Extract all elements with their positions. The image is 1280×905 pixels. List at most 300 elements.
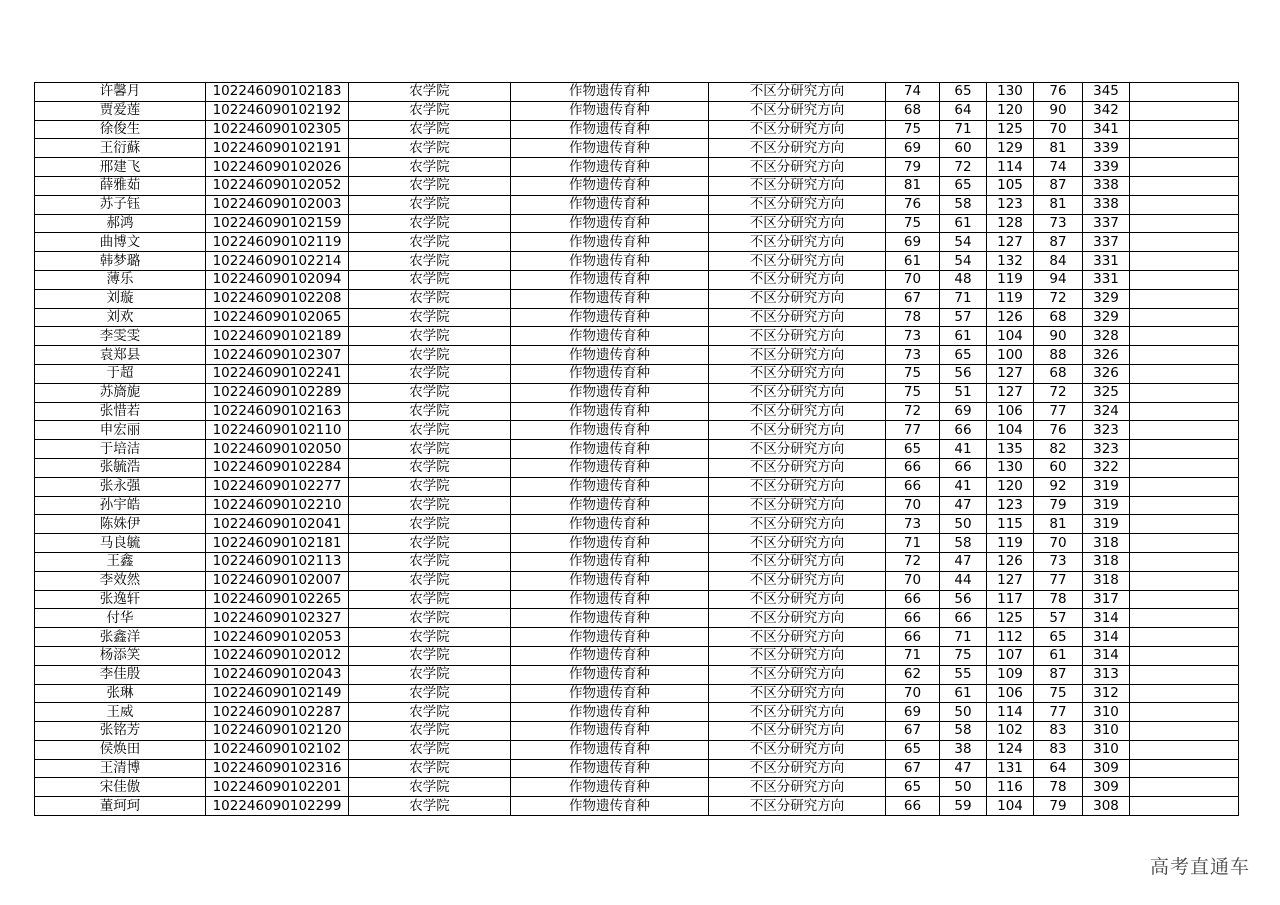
name-cell: 侯焕田 <box>35 740 206 759</box>
politics-score-cell: 75 <box>886 120 940 139</box>
subject2-score-cell: 87 <box>1034 233 1083 252</box>
name-cell: 张鑫洋 <box>35 628 206 647</box>
subject2-score-cell: 70 <box>1034 534 1083 553</box>
remark-cell <box>1130 402 1239 421</box>
major-cell: 作物遗传育种 <box>511 458 709 477</box>
major-cell: 作物遗传育种 <box>511 515 709 534</box>
subject1-score-cell: 120 <box>987 101 1034 120</box>
table-row <box>35 308 1239 327</box>
english-score-cell: 38 <box>940 740 987 759</box>
exam-id-cell: 102246090102026 <box>206 158 349 177</box>
direction-cell: 不区分研究方向 <box>709 515 886 534</box>
name-cell: 张铭芳 <box>35 722 206 741</box>
english-score-cell: 47 <box>940 759 987 778</box>
direction-cell: 不区分研究方向 <box>709 421 886 440</box>
subject2-score-cell: 68 <box>1034 308 1083 327</box>
table-row <box>35 609 1239 628</box>
exam-id-cell: 102246090102265 <box>206 590 349 609</box>
major-cell: 作物遗传育种 <box>511 534 709 553</box>
politics-score-cell: 75 <box>886 214 940 233</box>
name-cell: 徐俊生 <box>35 120 206 139</box>
subject2-score-cell: 60 <box>1034 458 1083 477</box>
subject1-score-cell: 127 <box>987 571 1034 590</box>
english-score-cell: 44 <box>940 571 987 590</box>
total-score-cell: 326 <box>1083 364 1130 383</box>
total-score-cell: 345 <box>1083 83 1130 102</box>
exam-id-cell: 102246090102287 <box>206 703 349 722</box>
remark-cell <box>1130 421 1239 440</box>
english-score-cell: 57 <box>940 308 987 327</box>
major-cell: 作物遗传育种 <box>511 158 709 177</box>
subject1-score-cell: 104 <box>987 421 1034 440</box>
college-cell: 农学院 <box>349 327 511 346</box>
exam-id-cell: 102246090102043 <box>206 665 349 684</box>
direction-cell: 不区分研究方向 <box>709 609 886 628</box>
direction-cell: 不区分研究方向 <box>709 158 886 177</box>
college-cell: 农学院 <box>349 83 511 102</box>
english-score-cell: 50 <box>940 778 987 797</box>
subject2-score-cell: 76 <box>1034 83 1083 102</box>
exam-id-cell: 102246090102159 <box>206 214 349 233</box>
total-score-cell: 310 <box>1083 722 1130 741</box>
college-cell: 农学院 <box>349 628 511 647</box>
politics-score-cell: 70 <box>886 496 940 515</box>
subject1-score-cell: 125 <box>987 609 1034 628</box>
total-score-cell: 342 <box>1083 101 1130 120</box>
subject2-score-cell: 65 <box>1034 628 1083 647</box>
exam-id-cell: 102246090102007 <box>206 571 349 590</box>
subject2-score-cell: 87 <box>1034 665 1083 684</box>
subject1-score-cell: 116 <box>987 778 1034 797</box>
subject2-score-cell: 73 <box>1034 552 1083 571</box>
major-cell: 作物遗传育种 <box>511 496 709 515</box>
college-cell: 农学院 <box>349 552 511 571</box>
subject2-score-cell: 77 <box>1034 703 1083 722</box>
direction-cell: 不区分研究方向 <box>709 496 886 515</box>
english-score-cell: 66 <box>940 421 987 440</box>
english-score-cell: 60 <box>940 139 987 158</box>
english-score-cell: 58 <box>940 722 987 741</box>
direction-cell: 不区分研究方向 <box>709 797 886 816</box>
direction-cell: 不区分研究方向 <box>709 440 886 459</box>
remark-cell <box>1130 346 1239 365</box>
subject1-score-cell: 126 <box>987 552 1034 571</box>
college-cell: 农学院 <box>349 139 511 158</box>
subject2-score-cell: 79 <box>1034 496 1083 515</box>
college-cell: 农学院 <box>349 646 511 665</box>
politics-score-cell: 78 <box>886 308 940 327</box>
total-score-cell: 331 <box>1083 252 1130 271</box>
name-cell: 马良毓 <box>35 534 206 553</box>
name-cell: 邢建飞 <box>35 158 206 177</box>
major-cell: 作物遗传育种 <box>511 176 709 195</box>
politics-score-cell: 67 <box>886 759 940 778</box>
table-row <box>35 684 1239 703</box>
exam-id-cell: 102246090102113 <box>206 552 349 571</box>
subject1-score-cell: 100 <box>987 346 1034 365</box>
exam-id-cell: 102246090102189 <box>206 327 349 346</box>
total-score-cell: 312 <box>1083 684 1130 703</box>
table-row <box>35 458 1239 477</box>
english-score-cell: 59 <box>940 797 987 816</box>
total-score-cell: 331 <box>1083 270 1130 289</box>
exam-id-cell: 102246090102289 <box>206 383 349 402</box>
remark-cell <box>1130 289 1239 308</box>
total-score-cell: 310 <box>1083 740 1130 759</box>
table-row <box>35 778 1239 797</box>
exam-id-cell: 102246090102214 <box>206 252 349 271</box>
total-score-cell: 318 <box>1083 534 1130 553</box>
english-score-cell: 50 <box>940 703 987 722</box>
direction-cell: 不区分研究方向 <box>709 684 886 703</box>
remark-cell <box>1130 684 1239 703</box>
direction-cell: 不区分研究方向 <box>709 176 886 195</box>
major-cell: 作物遗传育种 <box>511 233 709 252</box>
score-table <box>34 82 1239 816</box>
name-cell: 张逸轩 <box>35 590 206 609</box>
direction-cell: 不区分研究方向 <box>709 346 886 365</box>
total-score-cell: 329 <box>1083 289 1130 308</box>
direction-cell: 不区分研究方向 <box>709 628 886 647</box>
total-score-cell: 318 <box>1083 571 1130 590</box>
exam-id-cell: 102246090102181 <box>206 534 349 553</box>
politics-score-cell: 71 <box>886 534 940 553</box>
subject2-score-cell: 74 <box>1034 158 1083 177</box>
subject2-score-cell: 81 <box>1034 139 1083 158</box>
direction-cell: 不区分研究方向 <box>709 195 886 214</box>
politics-score-cell: 74 <box>886 83 940 102</box>
total-score-cell: 322 <box>1083 458 1130 477</box>
subject1-score-cell: 104 <box>987 797 1034 816</box>
college-cell: 农学院 <box>349 289 511 308</box>
college-cell: 农学院 <box>349 759 511 778</box>
subject1-score-cell: 130 <box>987 83 1034 102</box>
name-cell: 郝鸿 <box>35 214 206 233</box>
college-cell: 农学院 <box>349 609 511 628</box>
subject1-score-cell: 132 <box>987 252 1034 271</box>
name-cell: 刘欢 <box>35 308 206 327</box>
politics-score-cell: 77 <box>886 421 940 440</box>
direction-cell: 不区分研究方向 <box>709 101 886 120</box>
direction-cell: 不区分研究方向 <box>709 740 886 759</box>
major-cell: 作物遗传育种 <box>511 477 709 496</box>
name-cell: 许馨月 <box>35 83 206 102</box>
name-cell: 刘璇 <box>35 289 206 308</box>
subject1-score-cell: 107 <box>987 646 1034 665</box>
subject2-score-cell: 68 <box>1034 364 1083 383</box>
politics-score-cell: 69 <box>886 139 940 158</box>
remark-cell <box>1130 590 1239 609</box>
politics-score-cell: 75 <box>886 364 940 383</box>
english-score-cell: 47 <box>940 496 987 515</box>
college-cell: 农学院 <box>349 797 511 816</box>
exam-id-cell: 102246090102041 <box>206 515 349 534</box>
subject1-score-cell: 106 <box>987 684 1034 703</box>
subject1-score-cell: 109 <box>987 665 1034 684</box>
english-score-cell: 71 <box>940 628 987 647</box>
name-cell: 张毓浩 <box>35 458 206 477</box>
total-score-cell: 314 <box>1083 646 1130 665</box>
politics-score-cell: 66 <box>886 477 940 496</box>
subject1-score-cell: 102 <box>987 722 1034 741</box>
exam-id-cell: 102246090102208 <box>206 289 349 308</box>
subject1-score-cell: 120 <box>987 477 1034 496</box>
english-score-cell: 47 <box>940 552 987 571</box>
politics-score-cell: 72 <box>886 552 940 571</box>
college-cell: 农学院 <box>349 402 511 421</box>
subject1-score-cell: 105 <box>987 176 1034 195</box>
table-row <box>35 233 1239 252</box>
table-row <box>35 120 1239 139</box>
remark-cell <box>1130 740 1239 759</box>
direction-cell: 不区分研究方向 <box>709 289 886 308</box>
english-score-cell: 54 <box>940 233 987 252</box>
name-cell: 韩梦璐 <box>35 252 206 271</box>
remark-cell <box>1130 83 1239 102</box>
subject1-score-cell: 119 <box>987 270 1034 289</box>
direction-cell: 不区分研究方向 <box>709 308 886 327</box>
exam-id-cell: 102246090102149 <box>206 684 349 703</box>
table-row <box>35 646 1239 665</box>
name-cell: 李效然 <box>35 571 206 590</box>
politics-score-cell: 71 <box>886 646 940 665</box>
total-score-cell: 339 <box>1083 139 1130 158</box>
table-row <box>35 83 1239 102</box>
total-score-cell: 317 <box>1083 590 1130 609</box>
exam-id-cell: 102246090102050 <box>206 440 349 459</box>
name-cell: 张永强 <box>35 477 206 496</box>
subject1-score-cell: 128 <box>987 214 1034 233</box>
table-body <box>35 83 1239 816</box>
subject1-score-cell: 117 <box>987 590 1034 609</box>
exam-id-cell: 102246090102119 <box>206 233 349 252</box>
table-row <box>35 176 1239 195</box>
major-cell: 作物遗传育种 <box>511 740 709 759</box>
table-row <box>35 797 1239 816</box>
exam-id-cell: 102246090102183 <box>206 83 349 102</box>
direction-cell: 不区分研究方向 <box>709 402 886 421</box>
direction-cell: 不区分研究方向 <box>709 214 886 233</box>
major-cell: 作物遗传育种 <box>511 684 709 703</box>
english-score-cell: 56 <box>940 590 987 609</box>
table-row <box>35 722 1239 741</box>
table-row <box>35 327 1239 346</box>
name-cell: 王衍蘇 <box>35 139 206 158</box>
table-row <box>35 628 1239 647</box>
name-cell: 申宏丽 <box>35 421 206 440</box>
exam-id-cell: 102246090102284 <box>206 458 349 477</box>
major-cell: 作物遗传育种 <box>511 609 709 628</box>
table-row <box>35 515 1239 534</box>
subject2-score-cell: 84 <box>1034 252 1083 271</box>
politics-score-cell: 61 <box>886 252 940 271</box>
major-cell: 作物遗传育种 <box>511 628 709 647</box>
major-cell: 作物遗传育种 <box>511 646 709 665</box>
major-cell: 作物遗传育种 <box>511 778 709 797</box>
total-score-cell: 323 <box>1083 440 1130 459</box>
subject2-score-cell: 81 <box>1034 515 1083 534</box>
table-row <box>35 665 1239 684</box>
remark-cell <box>1130 797 1239 816</box>
subject2-score-cell: 78 <box>1034 778 1083 797</box>
politics-score-cell: 66 <box>886 797 940 816</box>
major-cell: 作物遗传育种 <box>511 552 709 571</box>
total-score-cell: 324 <box>1083 402 1130 421</box>
major-cell: 作物遗传育种 <box>511 797 709 816</box>
name-cell: 袁郑县 <box>35 346 206 365</box>
politics-score-cell: 79 <box>886 158 940 177</box>
remark-cell <box>1130 101 1239 120</box>
college-cell: 农学院 <box>349 534 511 553</box>
college-cell: 农学院 <box>349 496 511 515</box>
subject1-score-cell: 119 <box>987 534 1034 553</box>
total-score-cell: 328 <box>1083 327 1130 346</box>
politics-score-cell: 70 <box>886 270 940 289</box>
major-cell: 作物遗传育种 <box>511 101 709 120</box>
table-row <box>35 477 1239 496</box>
subject2-score-cell: 81 <box>1034 195 1083 214</box>
subject2-score-cell: 64 <box>1034 759 1083 778</box>
subject1-score-cell: 127 <box>987 383 1034 402</box>
subject2-score-cell: 88 <box>1034 346 1083 365</box>
exam-id-cell: 102246090102191 <box>206 139 349 158</box>
politics-score-cell: 67 <box>886 722 940 741</box>
english-score-cell: 65 <box>940 346 987 365</box>
subject2-score-cell: 70 <box>1034 120 1083 139</box>
politics-score-cell: 73 <box>886 327 940 346</box>
direction-cell: 不区分研究方向 <box>709 552 886 571</box>
total-score-cell: 314 <box>1083 609 1130 628</box>
english-score-cell: 51 <box>940 383 987 402</box>
college-cell: 农学院 <box>349 270 511 289</box>
table-row <box>35 740 1239 759</box>
subject1-score-cell: 129 <box>987 139 1034 158</box>
subject1-score-cell: 135 <box>987 440 1034 459</box>
name-cell: 苏子钰 <box>35 195 206 214</box>
total-score-cell: 318 <box>1083 552 1130 571</box>
college-cell: 农学院 <box>349 477 511 496</box>
college-cell: 农学院 <box>349 684 511 703</box>
english-score-cell: 61 <box>940 684 987 703</box>
direction-cell: 不区分研究方向 <box>709 665 886 684</box>
subject2-score-cell: 83 <box>1034 740 1083 759</box>
direction-cell: 不区分研究方向 <box>709 759 886 778</box>
subject1-score-cell: 106 <box>987 402 1034 421</box>
exam-id-cell: 102246090102307 <box>206 346 349 365</box>
subject1-score-cell: 119 <box>987 289 1034 308</box>
english-score-cell: 75 <box>940 646 987 665</box>
direction-cell: 不区分研究方向 <box>709 83 886 102</box>
total-score-cell: 314 <box>1083 628 1130 647</box>
remark-cell <box>1130 176 1239 195</box>
major-cell: 作物遗传育种 <box>511 195 709 214</box>
college-cell: 农学院 <box>349 252 511 271</box>
subject2-score-cell: 77 <box>1034 402 1083 421</box>
direction-cell: 不区分研究方向 <box>709 233 886 252</box>
remark-cell <box>1130 214 1239 233</box>
english-score-cell: 71 <box>940 289 987 308</box>
total-score-cell: 326 <box>1083 346 1130 365</box>
table-row <box>35 552 1239 571</box>
name-cell: 李佳殷 <box>35 665 206 684</box>
total-score-cell: 338 <box>1083 176 1130 195</box>
exam-id-cell: 102246090102012 <box>206 646 349 665</box>
politics-score-cell: 66 <box>886 590 940 609</box>
subject1-score-cell: 104 <box>987 327 1034 346</box>
total-score-cell: 309 <box>1083 778 1130 797</box>
politics-score-cell: 62 <box>886 665 940 684</box>
major-cell: 作物遗传育种 <box>511 364 709 383</box>
table-row <box>35 270 1239 289</box>
direction-cell: 不区分研究方向 <box>709 778 886 797</box>
remark-cell <box>1130 515 1239 534</box>
name-cell: 薄乐 <box>35 270 206 289</box>
english-score-cell: 65 <box>940 83 987 102</box>
total-score-cell: 338 <box>1083 195 1130 214</box>
politics-score-cell: 70 <box>886 571 940 590</box>
english-score-cell: 41 <box>940 440 987 459</box>
table-row <box>35 346 1239 365</box>
college-cell: 农学院 <box>349 346 511 365</box>
direction-cell: 不区分研究方向 <box>709 646 886 665</box>
major-cell: 作物遗传育种 <box>511 214 709 233</box>
remark-cell <box>1130 440 1239 459</box>
direction-cell: 不区分研究方向 <box>709 383 886 402</box>
english-score-cell: 56 <box>940 364 987 383</box>
table-row <box>35 158 1239 177</box>
table-row <box>35 252 1239 271</box>
name-cell: 张惜若 <box>35 402 206 421</box>
college-cell: 农学院 <box>349 158 511 177</box>
direction-cell: 不区分研究方向 <box>709 270 886 289</box>
politics-score-cell: 67 <box>886 289 940 308</box>
total-score-cell: 309 <box>1083 759 1130 778</box>
politics-score-cell: 66 <box>886 458 940 477</box>
total-score-cell: 308 <box>1083 797 1130 816</box>
watermark: 高考直通车 <box>1149 856 1250 878</box>
direction-cell: 不区分研究方向 <box>709 703 886 722</box>
subject2-score-cell: 92 <box>1034 477 1083 496</box>
college-cell: 农学院 <box>349 722 511 741</box>
college-cell: 农学院 <box>349 778 511 797</box>
subject1-score-cell: 127 <box>987 364 1034 383</box>
english-score-cell: 50 <box>940 515 987 534</box>
exam-id-cell: 102246090102102 <box>206 740 349 759</box>
politics-score-cell: 65 <box>886 440 940 459</box>
subject2-score-cell: 61 <box>1034 646 1083 665</box>
name-cell: 董珂珂 <box>35 797 206 816</box>
college-cell: 农学院 <box>349 458 511 477</box>
english-score-cell: 61 <box>940 214 987 233</box>
politics-score-cell: 73 <box>886 346 940 365</box>
college-cell: 农学院 <box>349 703 511 722</box>
direction-cell: 不区分研究方向 <box>709 571 886 590</box>
total-score-cell: 313 <box>1083 665 1130 684</box>
table-row <box>35 571 1239 590</box>
remark-cell <box>1130 646 1239 665</box>
exam-id-cell: 102246090102327 <box>206 609 349 628</box>
english-score-cell: 54 <box>940 252 987 271</box>
direction-cell: 不区分研究方向 <box>709 327 886 346</box>
table-row <box>35 590 1239 609</box>
remark-cell <box>1130 609 1239 628</box>
total-score-cell: 337 <box>1083 233 1130 252</box>
major-cell: 作物遗传育种 <box>511 703 709 722</box>
exam-id-cell: 102246090102094 <box>206 270 349 289</box>
english-score-cell: 41 <box>940 477 987 496</box>
subject1-score-cell: 126 <box>987 308 1034 327</box>
exam-id-cell: 102246090102065 <box>206 308 349 327</box>
